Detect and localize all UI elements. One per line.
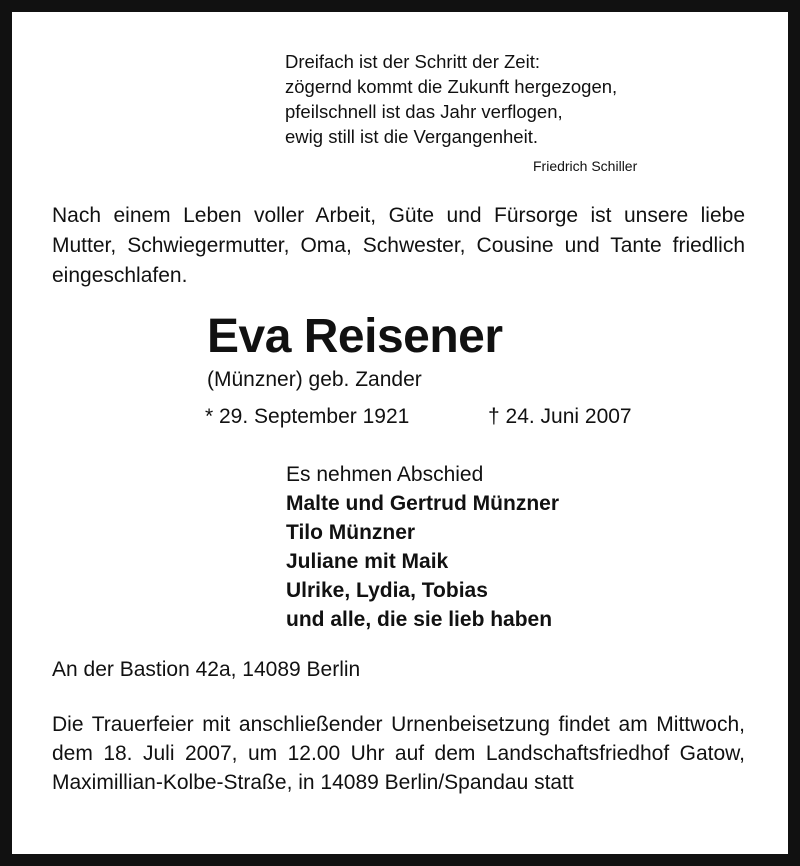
mourner-name: Malte und Gertrud Münzner bbox=[286, 492, 559, 515]
poem-line: zögernd kommt die Zukunft hergezogen, bbox=[285, 76, 618, 97]
birth-date: * 29. September 1921 bbox=[205, 405, 410, 428]
death-date: † 24. Juni 2007 bbox=[488, 405, 632, 428]
mourners-heading: Es nehmen Abschied bbox=[286, 463, 484, 486]
mourner-name: Juliane mit Maik bbox=[286, 550, 449, 573]
poem-line: ewig still ist die Vergangenheit. bbox=[285, 126, 538, 147]
funeral-notice: Die Trauerfeier mit anschließender Urnenbeisetzung findet am Mittwoch, dem 18. Juli 2007, um 12.00 Uhr auf dem Landschaftsfriedhof Gatow, Maximillian-Kolbe-Straße, in 14089 Berlin/Spandau statt bbox=[52, 713, 745, 794]
maiden-name: (Münzner) geb. Zander bbox=[207, 368, 422, 391]
mourner-name: Ulrike, Lydia, Tobias bbox=[286, 579, 488, 602]
mourners-block bbox=[286, 460, 559, 634]
address: An der Bastion 42a, 14089 Berlin bbox=[52, 658, 361, 681]
mourner-name: und alle, die sie lieb haben bbox=[286, 608, 553, 631]
poem bbox=[285, 49, 685, 149]
poem-author: Friedrich Schiller bbox=[533, 158, 638, 174]
poem-line: Dreifach ist der Schritt der Zeit: bbox=[285, 51, 540, 72]
mourner-name: Tilo Münzner bbox=[286, 521, 416, 544]
intro-text: Nach einem Leben voller Arbeit, Güte und Fürsorge ist unsere liebe Mutter, Schwiegermutter, Oma, Schwester, Cousine und Tante friedlich eingeschlafen. bbox=[52, 204, 745, 287]
deceased-name: Eva Reisener bbox=[207, 310, 503, 363]
poem-line: pfeilschnell ist das Jahr verflogen, bbox=[285, 101, 563, 122]
